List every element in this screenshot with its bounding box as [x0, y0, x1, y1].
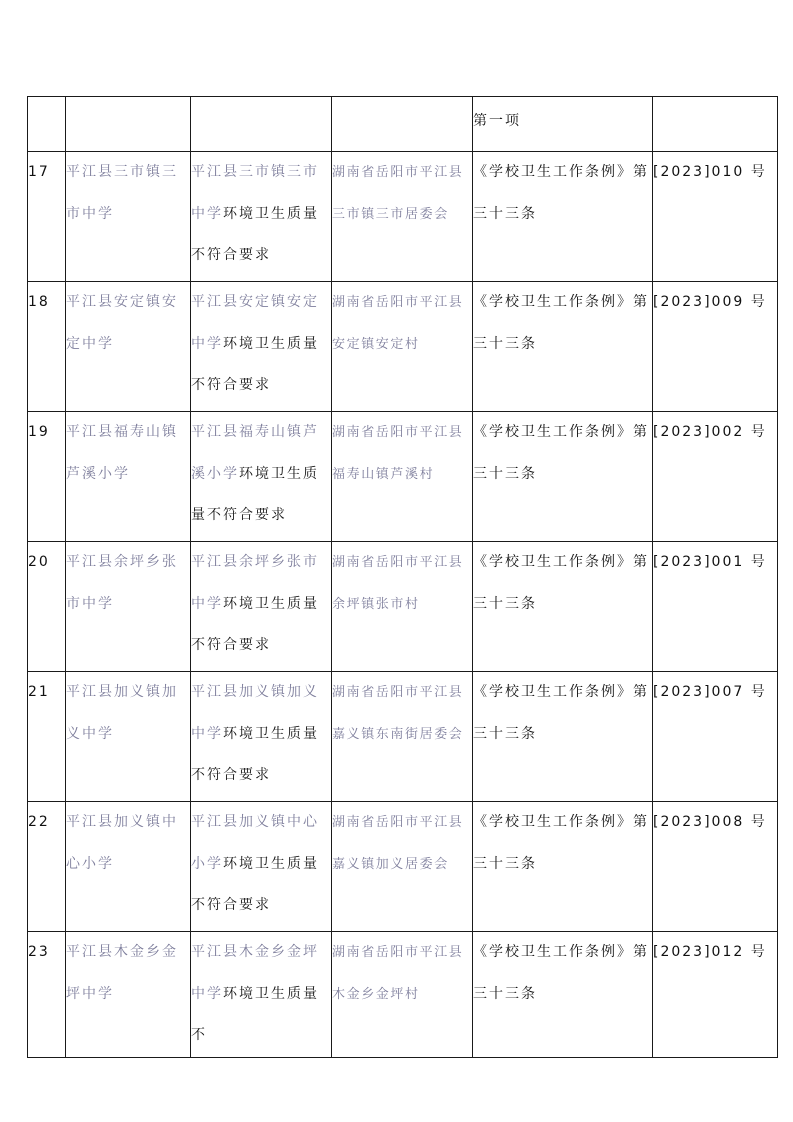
document-number: [2023]008 号 — [653, 802, 778, 932]
violation-description — [191, 802, 332, 932]
document-number: [2023]009 号 — [653, 282, 778, 412]
violation-subject: 平江县木金乡金坪中学 — [191, 944, 319, 1002]
row-index: 21 — [28, 672, 66, 802]
table-row — [28, 282, 778, 412]
row-index: 23 — [28, 932, 66, 1058]
document-number: [2023]012 号 — [653, 932, 778, 1058]
school-address — [332, 97, 473, 152]
school-address-text: 湖南省岳阳市平江县嘉义镇加义居委会 — [332, 815, 464, 872]
row-index: 22 — [28, 802, 66, 932]
table-row — [28, 542, 778, 672]
school-name-text: 平江县加义镇加义中学 — [66, 684, 178, 742]
row-index: 17 — [28, 152, 66, 282]
violation-subject: 平江县加义镇中心小学 — [191, 814, 319, 872]
school-address-text: 湖南省岳阳市平江县安定镇安定村 — [332, 295, 464, 352]
legal-basis-text: 《学校卫生工作条例》第三十三条 — [473, 814, 649, 872]
legal-basis — [473, 802, 653, 932]
school-name — [66, 97, 191, 152]
legal-basis-text: 《学校卫生工作条例》第三十三条 — [473, 294, 649, 352]
school-name-text: 平江县余坪乡张市中学 — [66, 554, 178, 612]
school-address-text: 湖南省岳阳市平江县木金乡金坪村 — [332, 945, 464, 1002]
table-row — [28, 802, 778, 932]
document-number — [653, 97, 778, 152]
violation-description — [191, 672, 332, 802]
legal-basis-text: 《学校卫生工作条例》第三十三条 — [473, 684, 649, 742]
row-index — [28, 97, 66, 152]
school-name — [66, 152, 191, 282]
legal-basis-text: 《学校卫生工作条例》第三十三条 — [473, 424, 649, 482]
legal-basis — [473, 542, 653, 672]
school-name-text: 平江县三市镇三市中学 — [66, 164, 178, 222]
violation-text: 环境卫生质量不符合要求 — [191, 725, 319, 783]
school-name — [66, 542, 191, 672]
violation-description — [191, 542, 332, 672]
legal-basis-text: 《学校卫生工作条例》第三十三条 — [473, 554, 649, 612]
table-row — [28, 932, 778, 1058]
violation-text: 环境卫生质量不符合要求 — [191, 205, 319, 263]
document-number: [2023]010 号 — [653, 152, 778, 282]
school-name-text: 平江县木金乡金坪中学 — [66, 944, 178, 1002]
school-name-text: 平江县加义镇中心小学 — [66, 814, 178, 872]
violation-description — [191, 97, 332, 152]
school-address-text: 湖南省岳阳市平江县福寿山镇芦溪村 — [332, 425, 464, 482]
violation-text: 环境卫生质量不符合要求 — [191, 335, 319, 393]
table-row — [28, 152, 778, 282]
legal-basis — [473, 152, 653, 282]
school-address — [332, 152, 473, 282]
school-name-text: 平江县福寿山镇芦溪小学 — [66, 424, 178, 482]
row-index: 20 — [28, 542, 66, 672]
violation-subject: 平江县三市镇三市中学 — [191, 164, 319, 222]
legal-basis — [473, 412, 653, 542]
violation-subject: 平江县余坪乡张市中学 — [191, 554, 319, 612]
violation-text: 环境卫生质量不符合要求 — [191, 855, 319, 913]
document-number: [2023]007 号 — [653, 672, 778, 802]
school-name — [66, 932, 191, 1058]
violation-text: 环境卫生质量不符合要求 — [191, 465, 319, 523]
legal-basis-text: 《学校卫生工作条例》第三十三条 — [473, 944, 649, 1002]
violation-subject: 平江县福寿山镇芦溪小学 — [191, 424, 319, 482]
document-number: [2023]001 号 — [653, 542, 778, 672]
table-row — [28, 97, 778, 152]
violation-text: 环境卫生质量不 — [191, 985, 319, 1043]
legal-basis: 第一项 — [473, 97, 653, 152]
school-name — [66, 802, 191, 932]
violation-subject: 平江县安定镇安定中学 — [191, 294, 319, 352]
legal-basis — [473, 672, 653, 802]
row-index: 19 — [28, 412, 66, 542]
violation-description — [191, 412, 332, 542]
school-name — [66, 412, 191, 542]
school-address-text: 湖南省岳阳市平江县嘉义镇东南街居委会 — [332, 685, 464, 742]
table-row — [28, 412, 778, 542]
penalty-table — [27, 96, 778, 1058]
school-address — [332, 802, 473, 932]
school-name — [66, 672, 191, 802]
school-address-text: 湖南省岳阳市平江县余坪镇张市村 — [332, 555, 464, 612]
legal-basis — [473, 282, 653, 412]
table-row — [28, 672, 778, 802]
legal-basis — [473, 932, 653, 1058]
school-address-text: 湖南省岳阳市平江县三市镇三市居委会 — [332, 165, 464, 222]
school-address — [332, 932, 473, 1058]
school-address — [332, 282, 473, 412]
school-address — [332, 542, 473, 672]
violation-description — [191, 282, 332, 412]
legal-basis-text: 《学校卫生工作条例》第三十三条 — [473, 164, 649, 222]
school-name — [66, 282, 191, 412]
document-number: [2023]002 号 — [653, 412, 778, 542]
school-address — [332, 672, 473, 802]
school-address — [332, 412, 473, 542]
school-name-text: 平江县安定镇安定中学 — [66, 294, 178, 352]
row-index: 18 — [28, 282, 66, 412]
violation-description — [191, 932, 332, 1058]
violation-text: 环境卫生质量不符合要求 — [191, 595, 319, 653]
violation-description — [191, 152, 332, 282]
violation-subject: 平江县加义镇加义中学 — [191, 684, 319, 742]
